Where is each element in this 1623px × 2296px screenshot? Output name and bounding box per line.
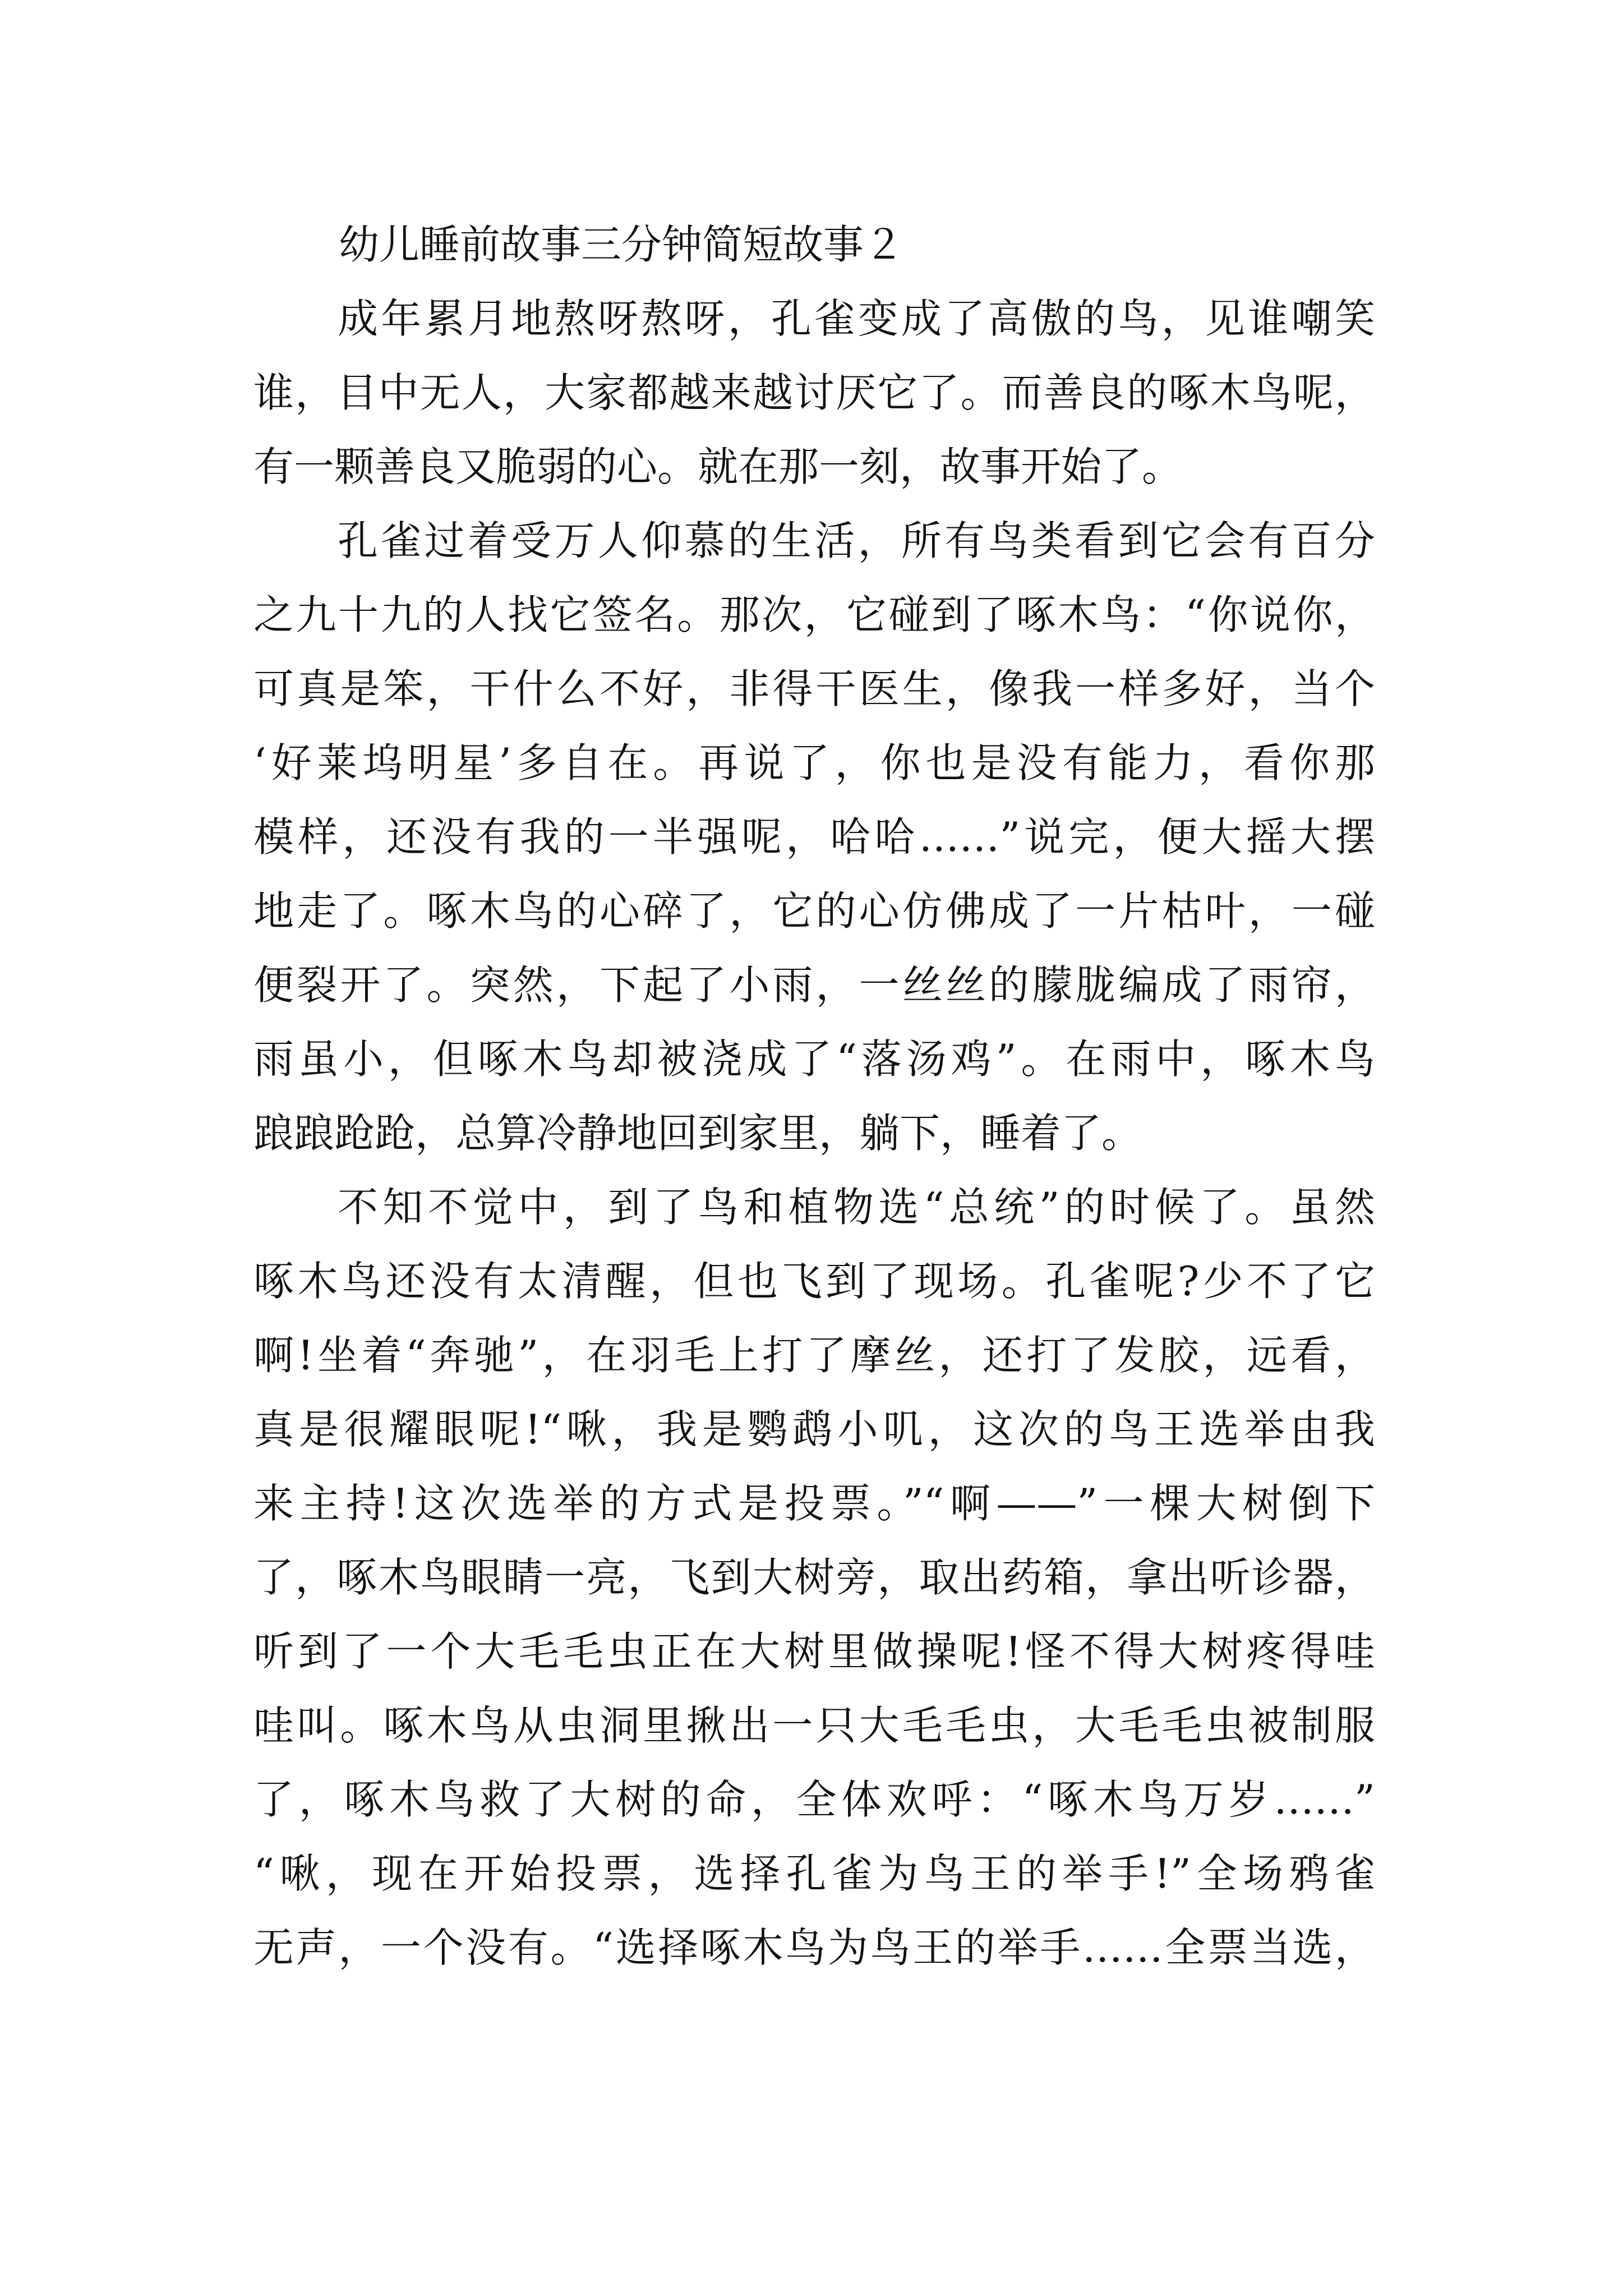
paragraph-2	[253, 504, 1375, 1170]
paragraph-line: ‘好莱坞明星’多自在。再说了，你也是没有能力，看你那	[253, 739, 1375, 786]
paragraph-line: 成年累月地熬呀熬呀，孔雀变成了高傲的鸟，见谁嘲笑	[338, 295, 1375, 342]
paragraph-line: 地走了。啄木鸟的心碎了，它的心仿佛成了一片枯叶，一碰	[253, 887, 1375, 935]
paragraph-line: 踉踉跄跄，总算冷静地回到家里，躺下，睡着了。	[253, 1110, 1142, 1157]
paragraph-line: 可真是笨，干什么不好，非得干医生，像我一样多好，当个	[253, 665, 1375, 712]
paragraph-3	[253, 1170, 1375, 1985]
paragraph-line: 谁，目中无人，大家都越来越讨厌它了。而善良的啄木鸟呢，	[253, 369, 1375, 416]
paragraph-line: 啄木鸟还没有太清醒，但也飞到了现场。孔雀呢?少不了它	[253, 1258, 1375, 1305]
paragraph-line: 无声，一个没有。“选择啄木鸟为鸟王的举手……全票当选，	[253, 1924, 1375, 1971]
paragraph-line: 便裂开了。突然，下起了小雨，一丝丝的朦胧编成了雨帘，	[253, 961, 1375, 1009]
paragraph-line: 模样，还没有我的一半强呢，哈哈……”说完，便大摇大摆	[253, 813, 1375, 861]
paragraph-1	[253, 282, 1375, 504]
document-body	[253, 208, 1375, 1985]
paragraph-line: 有一颗善良又脆弱的心。就在那一刻，故事开始了。	[253, 443, 1183, 490]
paragraph-line: 孔雀过着受万人仰慕的生活，所有鸟类看到它会有百分	[338, 517, 1375, 564]
paragraph-line: 雨虽小，但啄木鸟却被浇成了“落汤鸡”。在雨中，啄木鸟	[253, 1036, 1375, 1083]
paragraph-line: 不知不觉中，到了鸟和植物选“总统”的时候了。虽然	[338, 1184, 1375, 1231]
paragraph-line: 来主持!这次选举的方式是投票。”“啊——”一棵大树倒下	[253, 1480, 1375, 1527]
paragraph-line: “啾，现在开始投票，选择孔雀为鸟王的举手!”全场鸦雀	[253, 1850, 1375, 1897]
paragraph-line: 真是很耀眼呢!“啾，我是鹦鹉小叽，这次的鸟王选举由我	[253, 1406, 1375, 1453]
paragraph-line: 了，啄木鸟眼睛一亮，飞到大树旁，取出药箱，拿出听诊器，	[253, 1554, 1375, 1601]
document-title: 幼儿睡前故事三分钟简短故事２	[339, 221, 905, 268]
paragraph-line: 哇叫。啄木鸟从虫洞里揪出一只大毛毛虫，大毛毛虫被制服	[253, 1702, 1375, 1749]
paragraph-line: 之九十九的人找它签名。那次，它碰到了啄木鸟：“你说你，	[253, 591, 1375, 638]
paragraph-line: 了，啄木鸟救了大树的命，全体欢呼：“啄木鸟万岁……”	[253, 1776, 1375, 1823]
paragraph-line: 啊!坐着“奔驰”，在羽毛上打了摩丝，还打了发胶，远看，	[253, 1332, 1375, 1379]
paragraph-line: 听到了一个大毛毛虫正在大树里做操呢!怪不得大树疼得哇	[253, 1628, 1375, 1675]
